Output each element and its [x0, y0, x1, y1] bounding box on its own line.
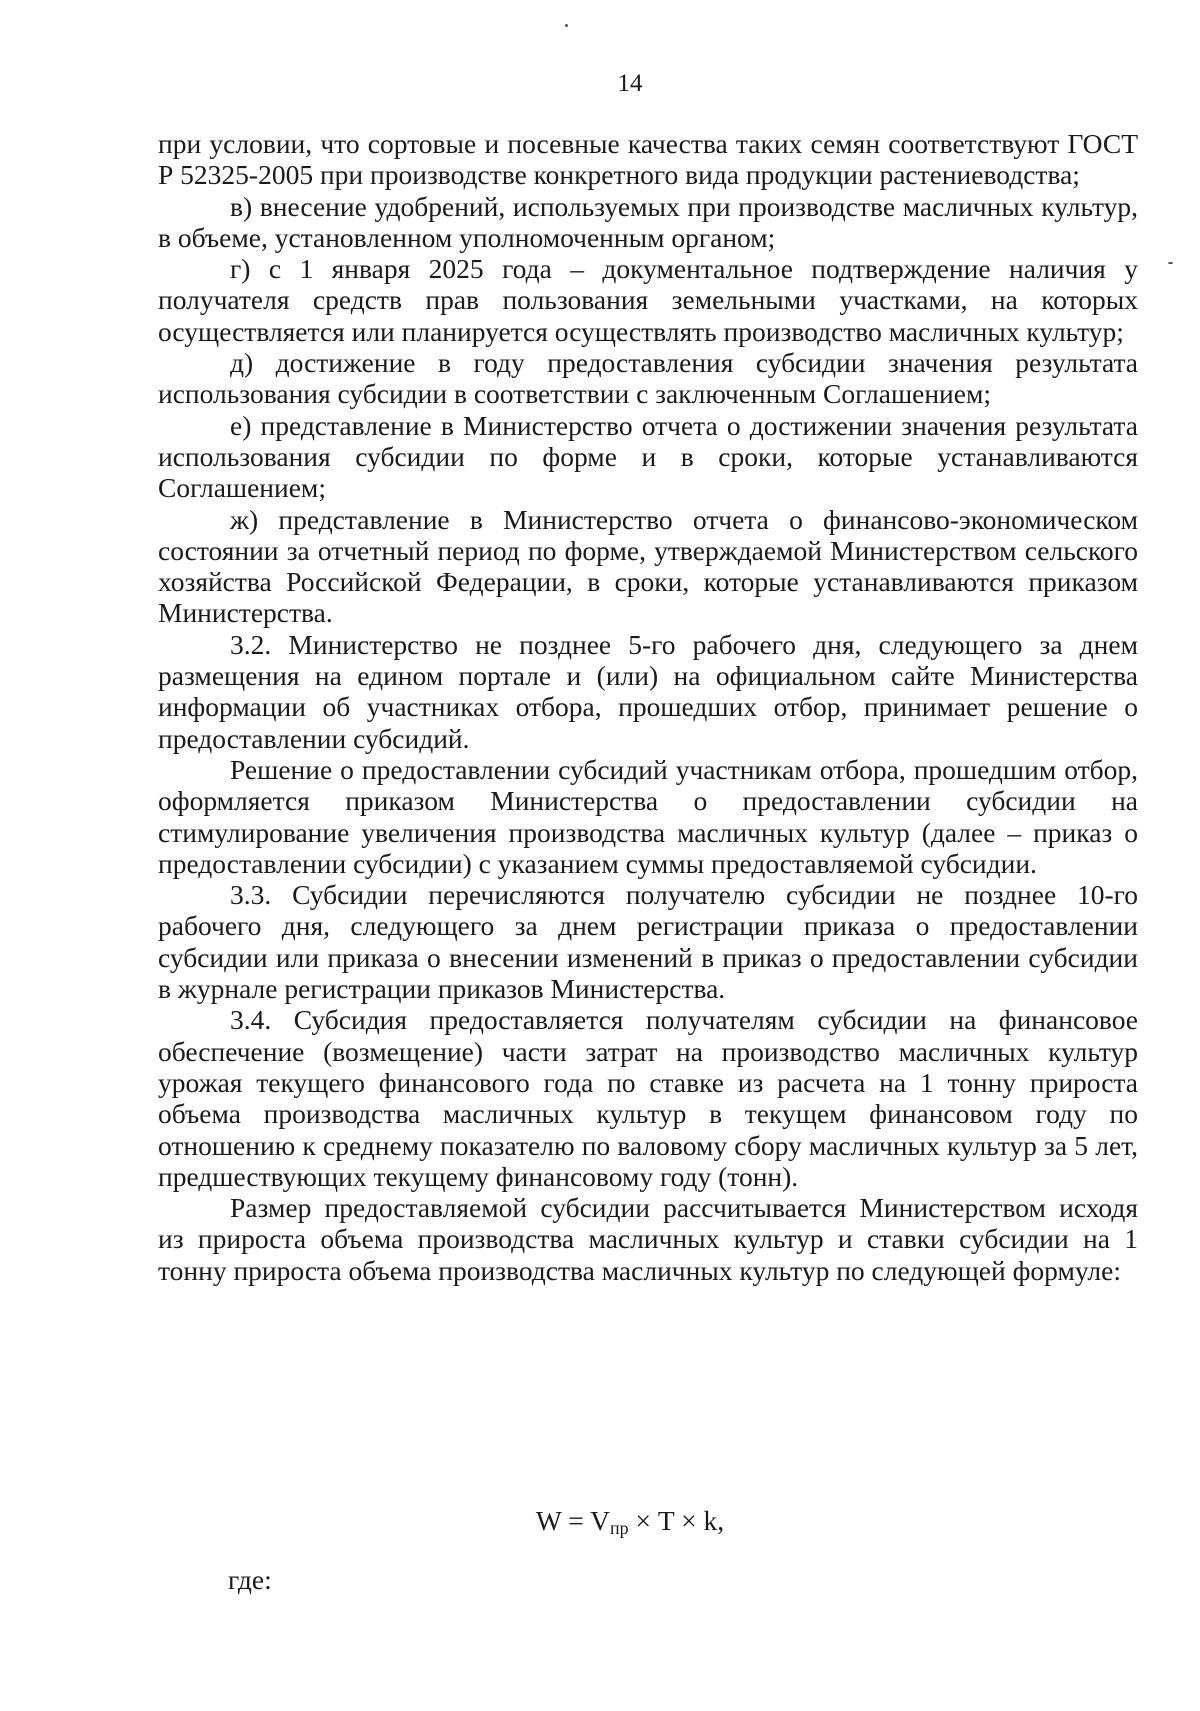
paragraph-decision: Решение о предоставлении субсидий участникам отбора, прошедшим отбор, оформляется приказом Министерства о предоставлении субсидии на стимулирование увеличения производства масличных культур (далее – приказ о предоставлении субсидии) с указанием суммы предоставляемой субсидии. [158, 753, 1138, 879]
scan-speck [1168, 262, 1173, 264]
paragraph-item-d: д) достижение в году предоставления субсидии значения результата использования субсидии в соответствии с заключенным Соглашением; [158, 347, 1138, 410]
paragraph-subsidy-size: Размер предоставляемой субсидии рассчитывается Министерством исходя из прироста объема производства масличных культур и ставки субсидии на 1 тонну прироста объема производства масличных культур по следующей формуле: [158, 1192, 1138, 1286]
paragraph-continuation: при условии, что сортовые и посевные качества таких семян соответствуют ГОСТ Р 52325-2005 при производстве конкретного вида продукции растениеводства; [158, 128, 1138, 191]
scan-speck [565, 24, 568, 27]
page-number: 14 [617, 70, 643, 97]
formula-lhs: W = V [535, 1505, 610, 1536]
body-text [158, 128, 1138, 1286]
paragraph-item-v: в) внесение удобрений, используемых при производстве масличных культур, в объеме, установленном уполномоченным органом; [158, 190, 1138, 253]
paragraph-item-e: е) представление в Министерство отчета о достижении значения результата использования субсидии по форме и в сроки, которые устанавливаются Соглашением; [158, 409, 1138, 504]
paragraph-3-3: 3.3. Субсидии перечисляются получателю субсидии не позднее 10-го рабочего дня, следующего за днем регистрации приказа о предоставлении субсидии или приказа о внесении изменений в приказ о предоставлении субсидии в журнале регистрации приказов Министерства. [158, 879, 1138, 1005]
paragraph-item-zh: ж) представление в Министерство отчета о финансово-экономическом состоянии за отчетный период по форме, утверждаемой Министерством сельского хозяйства Российской Федерации, в сроки, которые устанавливаются приказом Министерства. [158, 503, 1138, 629]
subsidy-formula [0, 1505, 1200, 1539]
paragraph-3-4: 3.4. Субсидия предоставляется получателям субсидии на финансовое обеспечение (возмещение) части затрат на производство масличных культур урожая текущего финансового года по ставке из расчета на 1 тонну прироста объема производства масличных культур в текущем финансовом году по отношению к среднему показателю по валовому сбору масличных культур за 5 лет, предшествующих текущему финансовому году (тонн). [158, 1004, 1138, 1192]
paragraph-item-g: г) с 1 января 2025 года – документальное подтверждение наличия у получателя средств прав пользования земельными участками, на которых осуществляется или планируется осуществлять производство масличных культур; [158, 253, 1138, 347]
formula-subscript: пр [610, 1518, 629, 1538]
where-label: где: [228, 1564, 272, 1595]
paragraph-3-2: 3.2. Министерство не позднее 5-го рабочего дня, следующего за днем размещения на едином портале и (или) на официальном сайте Министерства информации об участниках отбора, прошедших отбор, принимает решение о предоставлении субсидий. [158, 628, 1138, 754]
formula-rhs: × T × k, [628, 1505, 725, 1536]
